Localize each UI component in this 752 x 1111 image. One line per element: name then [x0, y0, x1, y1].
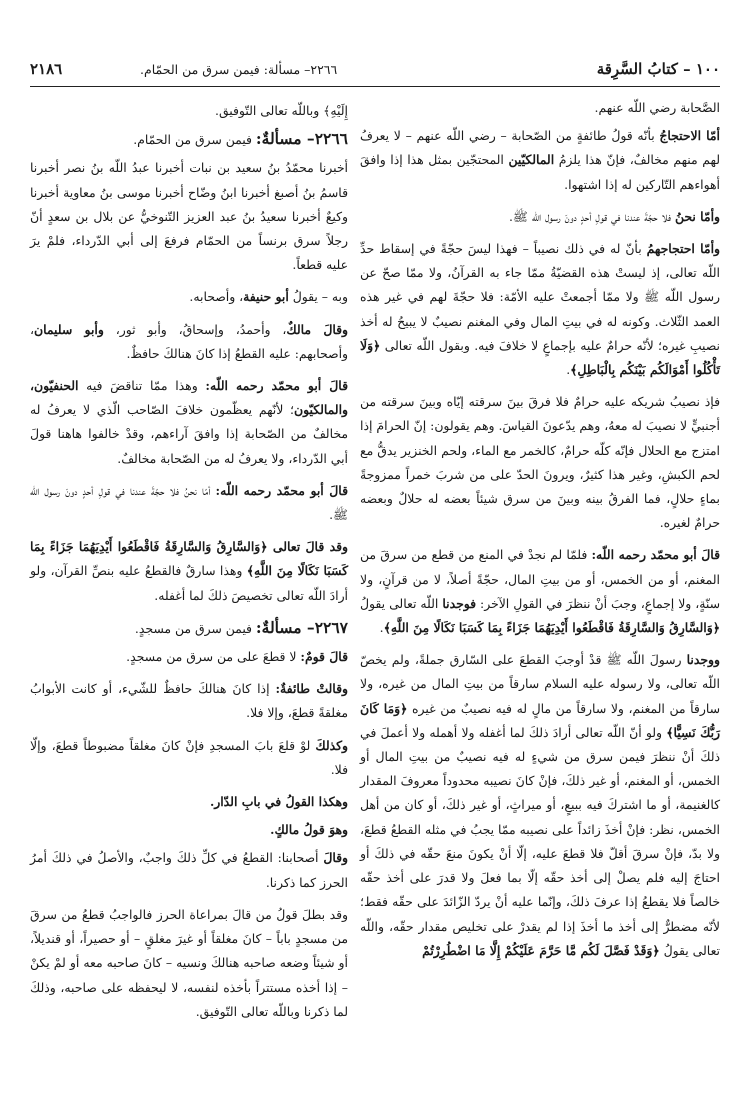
section-heading-2266: ٢٢٦٦– مسألةٌ: فيمن سرق من الحمّام. — [133, 129, 348, 149]
running-subject: ٢٢٦٦– مسألة: فيمن سرق من الحمّام. — [140, 62, 338, 77]
paragraph: وأمّا احتجاجهمُ بأنّ له في ذلك نصيباً – فهذا ليسَ حجّةً في إسقاط حدِّ اللّه تعالى، إذ ليستْ هذه القضيّةُ ممّا جاء به القرآنُ، ولا ممّا صحّ عن رسول اللّه ﷺ ولا ممّا أجمعتْ عليه الأمّة: فلا حجّةَ لهم في غير هذه العمد الثّلاث. وكونه له في بيتِ المال وفي المغنم نصيبٌ لا يبيحُ له أخذ نصيبِ غيره؛ لأنّه حرامٌ عليه بإجماعٍ لا خلافَ فيه. وبقول اللّه تعالى ﴿وَلَا تَأْكُلُوا أَمْوَالَكُم بَيْنَكُم بِالْبَاطِلِ﴾. — [360, 241, 720, 378]
quran-verse: ﴿وَمَا كَانَ رَبُّكَ نَسِيًّا﴾ — [360, 700, 720, 740]
paragraph: وكذلكَ لوْ قلعَ بابَ المسجدِ فإنْ كانَ مغلقاً مضبوطاً قطعَ، وإلّا فلا. — [30, 737, 348, 777]
quran-verse: ﴿وَلَا تَأْكُلُوا أَمْوَالَكُم بَيْنَكُم بِالْبَاطِلِ﴾ — [360, 337, 720, 378]
page-number: ٢١٨٦ — [30, 60, 63, 78]
paragraph: الصَّحابة رضي اللّه عنهم. — [594, 100, 720, 115]
quran-verse: ﴿وَالسَّارِقُ وَالسَّارِقَةُ فَاقْطَعُوا أَيْدِيَهُمَا جَزَاءً بِمَا كَسَبَا نَكَالًا مِنَ اللَّهِ﴾ — [30, 539, 348, 579]
isnad-paragraph: أخبرنا محمّدُ بنُ سعيد بن نبات أخبرنا عبدُ اللّه بنُ نصر أخبرنا قاسمُ بنُ أصبغ أخبرنا ابنُ وضّاح أخبرنا موسى بنُ معاوية أخبرنا وكيعٌ أخبرنا سعيدُ بنُ عبد العزيز التّنوخيُّ عن بلال بن سعدٍ أنّ رجلاً سرق برنساً من الحمّام فرفعَ إلى أبي الدّرداء، فلمْ يرَ عليه قطعاً. — [30, 160, 348, 273]
paragraph: فإذ نصيبُ شريكه عليه حرامٌ فلا فرقَ بينَ سرقته إيّاه وبينَ سرقته من أجنبيٍّ لا نصيبَ له معهُ، وهم يدّعونَ القياسَ. وهم يقولون: إنّ الحرامَ إذا امتزج مع الحلال فإنّه كلّه حرامٌ، كالخمر مع الماء، ولحم الخنزير يدقُّ مع لحم الكبشِ، وغير هذا كثيرٌ، ويرونَ الحدّ على من شربَ خمراً ممزوجةً بماءٍ حلالٍ، فما الفرقُ بينه وبينَ من سرق شيئاً بعضه له حلالٌ وبعضه حرامٌ لغيره. — [360, 394, 720, 531]
paragraph: إِلَيْهِ﴾ وباللّه تعالى التّوفيق. — [215, 103, 348, 118]
paragraph: قالَ قومٌ: لا قطعَ على من سرق من مسجدٍ. — [126, 649, 348, 665]
right-column — [360, 96, 720, 971]
paragraph: وهوَ قولُ مالكٍ. — [270, 822, 348, 838]
header-rule — [30, 86, 720, 87]
paragraph: قالَ أبو محمّد رحمه اللّه: وهذا ممّا تناقضَ فيه الحنفيّون، والمالكيّون؛ لأنّهم يعظّمون خلافَ الصّاحب الّذي لا يعرفُ له مخالفٌ من الصّحابة إذا وافقَ آراءهم، وقدْ خالفوا هاهنا قولَ أبي الدّرداء، ولا يعرفُ له من الصّحابة مخالفٌ. — [30, 378, 348, 466]
paragraph: وقالَ مالكٌ، وأحمدُ، وإسحاقُ، وأبو ثور، وأبو سليمان، وأصحابهم: عليه القطعُ إذا كانَ هنالكَ حافظٌ. — [30, 321, 348, 361]
paragraph: وأمّا نحنُ فلا حجّةَ عندنا في قولِ أحدٍ دونَ رسول اللّه ﷺ. — [508, 208, 720, 224]
paragraph: وهكذا القولُ في بابِ الدّار. — [209, 794, 348, 810]
page-header — [30, 60, 720, 82]
paragraph: وقالَ أصحابنا: القطعُ في كلِّ ذلكَ واجبٌ، والأصلُ في ذلكَ أمرُ الحرز كما ذكرنا. — [30, 850, 348, 890]
paragraph: ووجدنا رسولَ اللّه ﷺ قدْ أوجبَ القطعَ على السّارق جملةً، ولم يخصّ اللّه تعالى، ولا رسوله عليه السلام سارقاً من بيتِ المال من غيره، ولا سارقاً من المغنم، ولا سارقاً من مالٍ له فيه نصيبٌ من غيره ﴿وَمَا كَانَ رَبُّكَ نَسِيًّا﴾ ولو أنّ اللّه تعالى أرادَ ذلكَ لما أغفله ولا أهمله ولا أعملَ في ذلكَ أنْ ننظرَ فيمن سرق من شيءٍ له فيه نصيبٌ من بيتِ المال أو الخمس، أو المغنم، أو غير ذلكَ، فإنْ كانَ نصيبه محدوداً معروفَ المقدار كالغنيمة، أو ما اشتركَ فيه ببيعٍ، أو ميراثٍ، أو غير ذلكَ، أو كان من أهل الخمس، نظر: فإنْ أخذَ زائداً على نصيبه ممّا يجبُ في مثله القطعُ قطعَ، ولا بدّ، فإنْ سرقَ أقلّ فلا قطعَ عليه، إلّا أنْ يكونَ منعَ حقّه في ذلكَ أو احتاجَ إليه فلم يصلْ إلى أخذ حقّه إلّا بما فعلَ ولا قدرَ على أخذ حقّه خالصاً فلا يقطعُ إذا عرفَ ذلكَ، وإنّما عليه أنْ يردّ الزّائدَ على حقّه فقط؛ لأنّه مضطرٌّ إلى أخذ ما أخذَ إذا لم يقدرْ على تخليص مقدار حقّه، واللّه تعالى يقولُ ﴿وَقَدْ فَصَّلَ لَكُم مَّا حَرَّمَ عَلَيْكُمْ إِلَّا مَا اضْطُرِرْتُمْ — [360, 652, 720, 958]
book-title: ١٠٠ – كتابُ السَّرِقة — [596, 60, 720, 78]
paragraph: وقالتْ طائفةٌ: إذا كانَ هنالكَ حافظٌ للشّيء، أو كانت الأبوابُ مغلقةً قطعَ، وإلا فلا. — [30, 681, 348, 721]
section-heading-2267: ٢٢٦٧– مسألةٌ: فيمن سرق من مسجدٍ. — [134, 617, 348, 637]
paragraph: وبه – يقولُ أبو حنيفة، وأصحابه. — [189, 289, 348, 305]
paragraph: وقد قالَ تعالى ﴿وَالسَّارِقُ وَالسَّارِقَةُ فَاقْطَعُوا أَيْدِيَهُمَا جَزَاءً بِمَا كَسَبَا نَكَالًا مِنَ اللَّهِ﴾ وهذا سارقٌ فالقطعُ عليه بنصِّ القرآن، ولو أرادَ اللّه تعالى تخصيصَ ذلكَ لما أغفله. — [30, 539, 349, 603]
left-column — [30, 99, 348, 1032]
paragraph: قالَ أبو محمّد رحمه اللّه: فلمّا لم نجدْ في المنع من قطع من سرقَ من المغنم، أو من الخمس، أو من بيتِ المال، حجّةً أصلاً، لا من قرآنٍ، ولا سنّةٍ، ولا إجماعٍ، وجبَ أنْ ننظرَ في القولِ الآخر: فوجدنا اللّه تعالى يقولُ ﴿وَالسَّارِقُ وَالسَّارِقَةُ فَاقْطَعُوا أَيْدِيَهُمَا جَزَاءً بِمَا كَسَبَا نَكَالًا مِنَ اللَّهِ﴾. — [360, 547, 721, 636]
paragraph: أمّا الاحتجاجُ بأنّه قولُ طائفةٍ من الصّحابة – رضي اللّه عنهم – لا يعرفُ لهم منهم مخالفٌ، فإنّ هذا يلزمُ المالكيّين المحتجّين بمثل هذا إذا وافقَ أهواءهم التّاركين له إذا اشتهوا. — [360, 128, 720, 192]
quran-verse: ﴿وَالسَّارِقُ وَالسَّارِقَةُ فَاقْطَعُوا أَيْدِيَهُمَا جَزَاءً بِمَا كَسَبَا نَكَالًا مِنَ اللَّهِ﴾ — [383, 620, 720, 636]
paragraph: قالَ أبو محمّد رحمه اللّه: أمّا نحنُ فلا حجّةَ عندنا في قولِ أحدٍ دونَ رسول اللّه ﷺ. — [30, 482, 348, 523]
quran-verse: ﴿وَقَدْ فَصَّلَ لَكُم مَّا حَرَّمَ عَلَيْكُمْ إِلَّا مَا اضْطُرِرْتُمْ — [422, 942, 660, 958]
paragraph: وقد بطلَ قولُ من قالَ بمراعاة الحرز فالواجبُ قطعُ من سرقَ من مسجدٍ باباً – كانَ مغلقاً أو غيرَ مغلقٍ – أو حصيراً، أو قنديلاً، أو شيئاً وضعه صاحبه هنالكَ ونسيه – كانَ صاحبه معه أو لمْ يكنْ – إذا أخذه مستتراً بأخذه لنفسه، لا ليحفظه على صاحبه، وذلكَ لما ذكرنا وباللّه تعالى التّوفيق. — [30, 906, 348, 1019]
